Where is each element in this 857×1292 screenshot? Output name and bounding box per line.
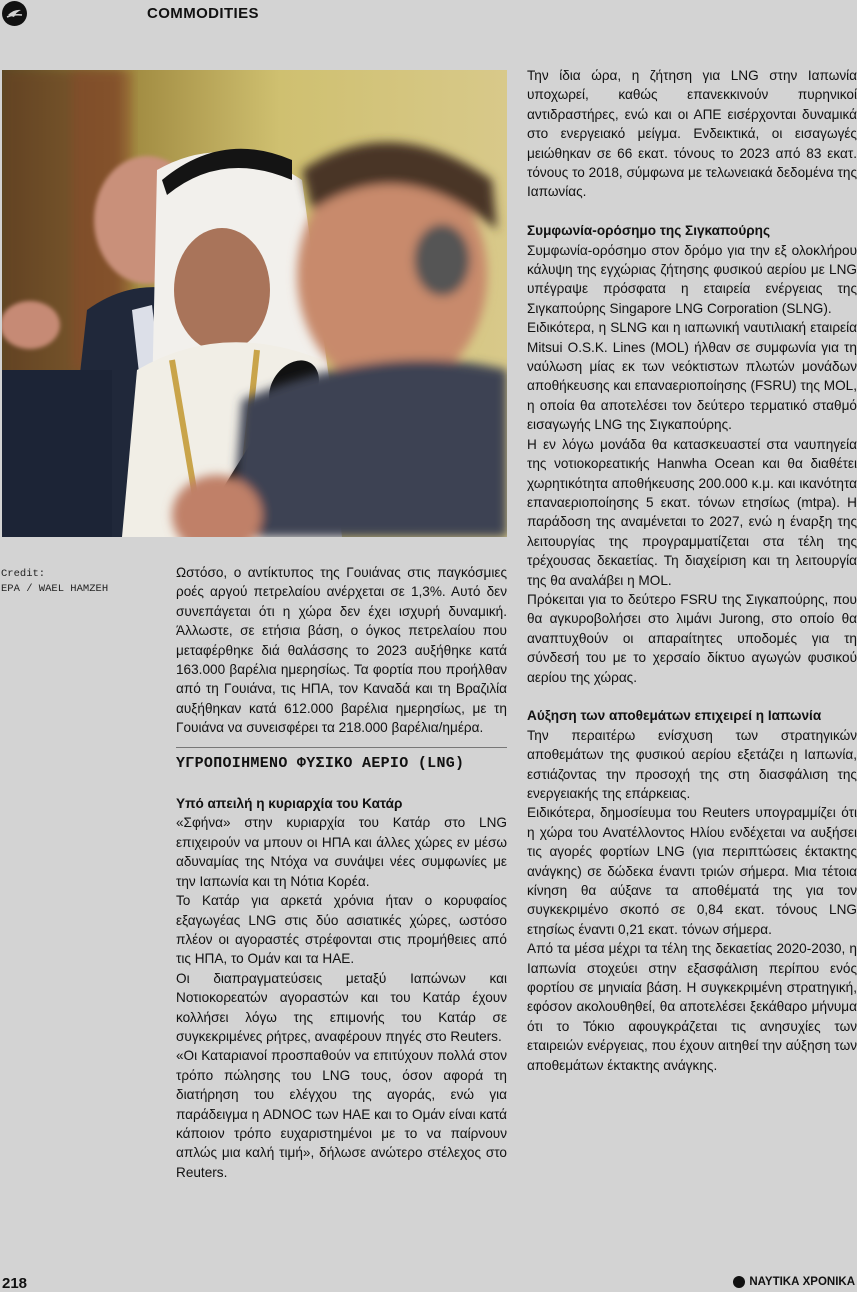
subheading-singapore: Συμφωνία-ορόσημο της Σιγκαπούρης bbox=[527, 223, 771, 239]
magazine-logo-icon bbox=[2, 1, 27, 26]
article-column-left bbox=[176, 563, 507, 1182]
credit-text: EPA / WAEL HAMZEH bbox=[1, 583, 109, 595]
paragraph: «Σφήνα» στην κυριαρχία του Κατάρ στο LNG επιχειρούν να μπουν οι ΗΠΑ και άλλες χώρες εν μέσω αδυναμίας της Ντόχα να συνάψει νέες συμφωνίες με την Ιαπωνία και τη Νότια Κορέα. bbox=[176, 815, 507, 889]
paragraph: Η εν λόγω μονάδα θα κατασκευαστεί στα ναυπηγεία της νοτιοκορεατικής Hanwha Ocean και θα διαθέτει χωρητικότητα αποθήκευσης 200.000 κ.μ. και ικανότητα επαναεριοποίησης 5 εκατ. τόνων ετησίως (mtpa). Η παράδοση της αναμένεται το 2027, ενώ η έναρξη της λειτουργίας της προγραμματίζεται στα τέλη της τρέχουσας δεκαετίας. Τη διαχείριση και τη λειτουργία της θα αναλάβει η MOL. bbox=[527, 436, 857, 588]
section-divider bbox=[176, 747, 507, 748]
credit-label: Credit: bbox=[1, 568, 46, 580]
paragraph: Συμφωνία-ορόσημο στον δρόμο για την εξ ολοκλήρου κάλυψη της εγχώριας ζήτησης φυσικού αερίου με LNG υπέγραψε πρόσφατα η εταιρεία ενέργειας της Σιγκαπούρης Singapore LNG Corporation (SLNG). bbox=[527, 242, 857, 316]
section-title: COMMODITIES bbox=[147, 5, 259, 22]
article-photo bbox=[2, 70, 507, 537]
brand-logo-icon bbox=[733, 1276, 745, 1288]
paragraph: Την περαιτέρω ενίσχυση των στρατηγικών αποθεμάτων της φυσικού αερίου εξετάζει η Ιαπωνία, εστιάζοντας την προσοχή της στη διασφάλιση της ενεργειακής της επάρκειας. bbox=[527, 727, 857, 801]
paragraph: Ειδικότερα, δημοσίευμα του Reuters υπογραμμίζει ότι η χώρα του Ανατέλλοντος Ηλίου ενδέχεται να αυξήσει τις αγορές φορτίων LNG (για περιπτώσεις έκτακτης ανάγκης) σε δώδεκα έναντι τριών σήμερα. Μια τέτοια κίνηση θα αύξανε τα αποθέματά της για τον συγκεκριμένο σκοπό σε 0,84 εκατ. τόνους LNG ετησίως έναντι 0,21 εκατ. τόνων σήμερα. bbox=[527, 805, 857, 937]
section-heading: ΥΓΡΟΠΟΙΗΜΕΝΟ ΦΥΣΙΚΟ ΑΕΡΙΟ (LNG) bbox=[176, 754, 465, 772]
brand-footer bbox=[733, 1276, 855, 1288]
paragraph: «Οι Καταριανοί προσπαθούν να επιτύχουν πολλά στον τρόπο πώλησης του LNG τους, όσον αφορά τη διατήρηση του ελέγχου της αγοράς, ενώ για παράδειγμα η ADNOC των ΗΑΕ και το Ομάν είναι κατά κάποιον τρόπο ευχαριστημένοι με το να παίρνουν απλώς μια καλή τιμή», δήλωσε ανώτερο στέλεχος στο Reuters. bbox=[176, 1048, 507, 1180]
page-number: 218 bbox=[2, 1275, 28, 1292]
paragraph: Πρόκειται για το δεύτερο FSRU της Σιγκαπούρης, που θα αγκυροβολήσει στο λιμάνι Jurong, στο οποίο θα αναπτυχθούν οι απαραίτητες υποδομές για τη σύνδεσή του με το χερσαίο δίκτυο αγωγών φυσικού αερίου της χώρας. bbox=[527, 591, 857, 685]
subheading-qatar: Υπό απειλή η κυριαρχία του Κατάρ bbox=[176, 796, 403, 812]
intro-paragraph: Ωστόσο, ο αντίκτυπος της Γουιάνας στις παγκόσμιες ροές αργού πετρελαίου ανέρχεται σε 1,3%. Αυτό δεν συνεπάγεται ότι η χώρα δεν έχει ισχυρή δυναμική. Άλλωστε, σε ετήσια βάση, ο όγκος πετρελαίου που μεταφέρθηκε διά θαλάσσης το 2023 αυξήθηκε κατά 163.000 βαρέλια ημερησίως. Τα φορτία που προήλθαν από τη Γουιάνα, τις ΗΠΑ, τον Καναδά και τη Βραζιλία αυξήθηκαν κατά 612.000 βαρέλια ημερησίως, με τη Γουιάνα να συνεισφέρει τα 218.000 βαρέλια/ημέρα. bbox=[176, 565, 507, 736]
brand-name: ΝΑΥΤΙΚΑ ΧΡΟΝΙΚΑ bbox=[749, 1276, 855, 1288]
paragraph: Το Κατάρ για αρκετά χρόνια ήταν ο κορυφαίος εξαγωγέας LNG στις δύο ασιατικές χώρες, ωστόσο πλέον οι αγοραστές στρέφονται στις προμήθειες από τις ΗΠΑ, το Ομάν και τα ΗΑΕ. bbox=[176, 893, 507, 967]
subheading-japan: Αύξηση των αποθεμάτων επιχειρεί η Ιαπωνία bbox=[527, 708, 822, 724]
paragraph: Οι διαπραγματεύσεις μεταξύ Ιαπώνων και Νοτιοκορεατών αγοραστών και του Κατάρ έχουν κολλήσει λόγω της επιμονής του Κατάρ σε συγκεκριμένες ρήτρες, αναφέρουν πηγές στο Reuters. bbox=[176, 970, 507, 1044]
paragraph: Από τα μέσα μέχρι τα τέλη της δεκαετίας 2020-2030, η Ιαπωνία στοχεύει στην εξασφάλιση περίπου ενός φορτίου σε μηνιαία βάση. Η συγκεκριμένη στρατηγική, εφόσον ακολουθηθεί, θα αποτελέσει ξεκάθαρο μήνυμα ότι το Τόκιο αφουγκράζεται τις ανησυχίες των εταιρειών ενέργειας, που έχουν αιτηθεί την αύξηση των αποθεμάτων έκτακτης ανάγκης. bbox=[527, 941, 857, 1073]
article-column-right bbox=[527, 66, 857, 1075]
paragraph: Ειδικότερα, η SLNG και η ιαπωνική ναυτιλιακή εταιρεία Mitsui O.S.K. Lines (MOL) ήλθαν σε συμφωνία για τη ναύλωση μίας εκ των νεόκτιστων πλωτών μονάδων αποθήκευσης και επαναεριοποίησης (FSRU) της MOL, η οποία θα αποτελέσει τον δεύτερο τερματικό σταθμό εισαγωγής LNG της Σιγκαπούρης. bbox=[527, 320, 857, 433]
photo-credit bbox=[1, 567, 108, 597]
paragraph: Την ίδια ώρα, η ζήτηση για LNG στην Ιαπωνία υποχωρεί, καθώς επανεκκινούν πυρηνικοί αντιδραστήρες, ενώ και οι ΑΠΕ εισέρχονται δυναμικά στο ενεργειακό μείγμα. Ενδεικτικά, οι εισαγωγές μειώθηκαν σε 66 εκατ. τόνους το 2023 από 83 εκατ. τόνους το 2018, σύμφωνα με τελωνειακά δεδομένα της Ιαπωνίας. bbox=[527, 68, 857, 200]
